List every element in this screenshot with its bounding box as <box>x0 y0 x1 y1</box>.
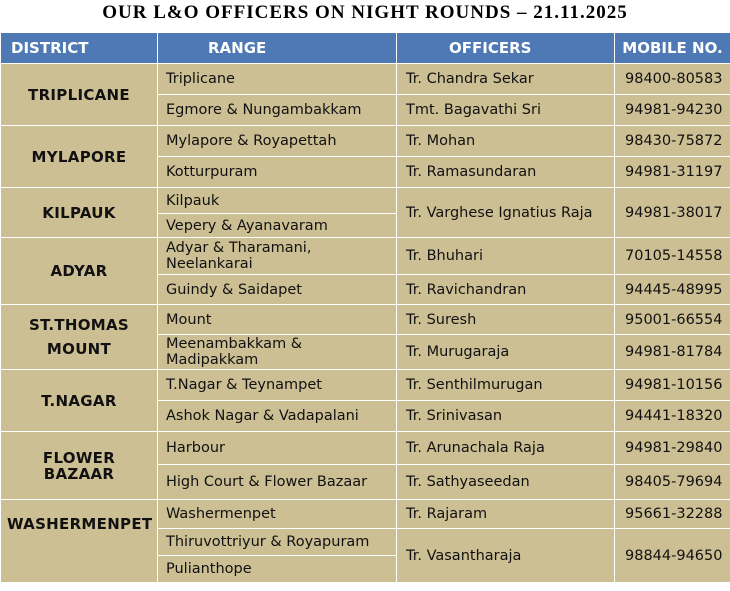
mobile-cell: 94981-94230 <box>615 95 730 126</box>
mobile-cell: 98405-79694 <box>615 465 730 500</box>
range-cell: Adyar & Tharamani, Neelankarai <box>158 238 397 275</box>
officer-cell: Tr. Ramasundaran <box>397 157 615 188</box>
mobile-cell: 94445-48995 <box>615 275 730 305</box>
range-cell: Meenambakkam & Madipakkam <box>158 335 397 370</box>
header-row <box>1 33 730 64</box>
table-row <box>1 432 730 465</box>
table-row <box>1 64 730 95</box>
range-cell: Guindy & Saidapet <box>158 275 397 305</box>
table-row <box>1 305 730 335</box>
officers-table <box>0 32 730 583</box>
range-cell: Triplicane <box>158 64 397 95</box>
mobile-cell: 95661-32288 <box>615 500 730 529</box>
header-district: DISTRICT <box>1 33 158 64</box>
mobile-cell: 94981-31197 <box>615 157 730 188</box>
table-row <box>1 238 730 275</box>
officer-cell: Tr. Srinivasan <box>397 401 615 432</box>
mobile-cell: 70105-14558 <box>615 238 730 275</box>
mobile-cell: 98844-94650 <box>615 529 730 583</box>
officer-cell: Tr. Vasantharaja <box>397 529 615 583</box>
range-cell: Mylapore & Royapettah <box>158 126 397 157</box>
mobile-cell: 94981-10156 <box>615 370 730 401</box>
range-cell: Kilpauk <box>158 188 397 214</box>
range-cell: High Court & Flower Bazaar <box>158 465 397 500</box>
district-cell: T.NAGAR <box>1 370 158 432</box>
district-cell: MYLAPORE <box>1 126 158 188</box>
mobile-cell: 94441-18320 <box>615 401 730 432</box>
header-officers: OFFICERS <box>397 33 615 64</box>
mobile-cell: 94981-29840 <box>615 432 730 465</box>
district-cell: WASHERMENPET <box>1 500 158 583</box>
table-row <box>1 126 730 157</box>
district-cell: KILPAUK <box>1 188 158 238</box>
officer-cell: Tr. Varghese Ignatius Raja <box>397 188 615 238</box>
officer-cell: Tr. Sathyaseedan <box>397 465 615 500</box>
district-cell: ST.THOMAS MOUNT <box>1 305 158 370</box>
officer-cell: Tr. Ravichandran <box>397 275 615 305</box>
header-range: RANGE <box>158 33 397 64</box>
table-row <box>1 370 730 401</box>
mobile-cell: 94981-38017 <box>615 188 730 238</box>
range-cell: Egmore & Nungambakkam <box>158 95 397 126</box>
district-cell: FLOWER BAZAAR <box>1 432 158 500</box>
range-cell: Harbour <box>158 432 397 465</box>
officer-cell: Tr. Rajaram <box>397 500 615 529</box>
mobile-cell: 95001-66554 <box>615 305 730 335</box>
mobile-cell: 98430-75872 <box>615 126 730 157</box>
mobile-cell: 94981-81784 <box>615 335 730 370</box>
table-row <box>1 500 730 529</box>
officer-cell: Tr. Chandra Sekar <box>397 64 615 95</box>
officer-cell: Tr. Murugaraja <box>397 335 615 370</box>
range-cell: Washermenpet <box>158 500 397 529</box>
range-cell: Pulianthope <box>158 556 397 583</box>
officer-cell: Tr. Mohan <box>397 126 615 157</box>
officer-cell: Tr. Arunachala Raja <box>397 432 615 465</box>
header-mobile: MOBILE NO. <box>615 33 730 64</box>
officer-cell: Tr. Senthilmurugan <box>397 370 615 401</box>
district-cell: ADYAR <box>1 238 158 305</box>
page-title: OUR L&O OFFICERS ON NIGHT ROUNDS – 21.11.2025 <box>102 2 628 23</box>
range-cell: Vepery & Ayanavaram <box>158 214 397 238</box>
officer-cell: Tr. Bhuhari <box>397 238 615 275</box>
range-cell: Ashok Nagar & Vadapalani <box>158 401 397 432</box>
range-cell: Mount <box>158 305 397 335</box>
mobile-cell: 98400-80583 <box>615 64 730 95</box>
table-row <box>1 188 730 214</box>
district-cell: TRIPLICANE <box>1 64 158 126</box>
range-cell: Kotturpuram <box>158 157 397 188</box>
range-cell: T.Nagar & Teynampet <box>158 370 397 401</box>
officer-cell: Tr. Suresh <box>397 305 615 335</box>
officer-cell: Tmt. Bagavathi Sri <box>397 95 615 126</box>
range-cell: Thiruvottriyur & Royapuram <box>158 529 397 556</box>
